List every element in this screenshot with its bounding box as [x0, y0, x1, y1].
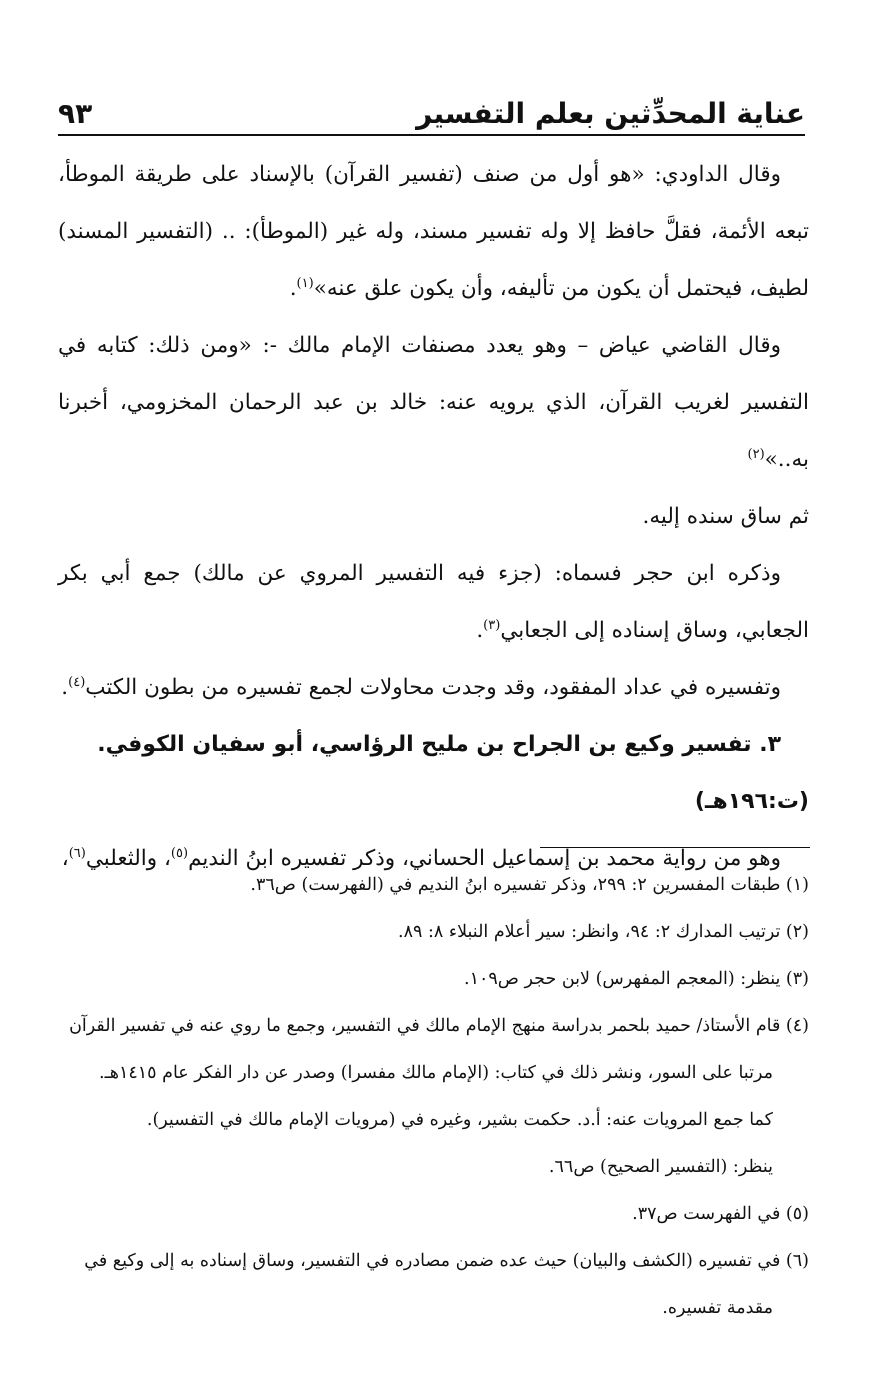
paragraph-lost-tafsir: وتفسيره في عداد المفقود، وقد وجدت محاولات لجمع تفسيره من بطون الكتب$^{(٤)}$. [61, 674, 781, 700]
section-heading-waki: ٣. تفسير وكيع بن الجراح بن مليح الرؤاسي، أبو سفيان الكوفي. (ت:١٩٦هـ) [58, 716, 809, 830]
footnote-5: (٥) في الفهرست ص٣٧. [632, 1204, 809, 1224]
paragraph-qadi-iyad: وقال القاضي عياض – وهو يعدد مصنفات الإمام مالك -: «ومن ذلك: كتابه في التفسير لغريب القرآن، الذي يرويه عنه: خالد بن عبد الرحمان المخزومي، أخبرنا به..»$^{(٢)}$ ثم ساق سنده إليه. [58, 333, 809, 529]
paragraph-ibn-hajar: وذكره ابن حجر فسماه: (جزء فيه التفسير المروي عن مالك) جمع أبي بكر الجعابي، وساق إسناده إلى الجعابي$^{(٣)}$. [58, 561, 809, 643]
footnote-3: (٣) ينظر: (المعجم المفهرس) لابن حجر ص١٠٩. [464, 969, 809, 989]
running-header [58, 90, 805, 136]
footnote-6: (٦) في تفسيره (الكشف والبيان) حيث عده ضمن مصادره في التفسير، وساق إسناده به إلى وكيع في مقدمة تفسيره. [84, 1251, 809, 1318]
footnote-marker-4: (٤) [68, 674, 86, 690]
footnote-marker-5: (٥) [170, 845, 189, 861]
footnote-marker-6: (٦) [68, 845, 86, 861]
footnotes [58, 862, 809, 1332]
main-text [58, 146, 809, 887]
footnote-4: (٤) قام الأستاذ/ حميد بلحمر بدراسة منهج الإمام مالك في التفسير، وجمع ما روي عنه في تفسير القرآن مرتبا على السور، ونشر ذلك في كتاب: (الإمام مالك مفسرا) وصدر عن دار الفكر عام ١٤١٥هـ. كما جمع المرويات عنه: أ.د. حكمت بشير، وغيره في (مرويات الإمام مالك في التفسير). ينظر: (التفسير الصحيح) ص٦٦. [69, 1016, 809, 1177]
footnote-separator [540, 847, 810, 848]
death-date: (ت:١٩٦هـ) [694, 789, 809, 814]
footnote-marker-2: (٢) [747, 446, 765, 462]
footnote-2: (٢) ترتيب المدارك ٢: ٩٤، وانظر: سير أعلام النبلاء ٨: ٨٩. [398, 922, 809, 942]
footnote-marker-3: (٣) [483, 617, 501, 633]
footnote-marker-1: (١) [296, 275, 314, 291]
page-number: ٩٣ [58, 97, 93, 130]
paragraph-dawudi: وقال الداودي: «هو أول من صنف (تفسير القرآن) بالإسناد على طريقة الموطأ، تبعه الأئمة، فقلَّ حافظ إلا وله تفسير مسند، وله غير (الموطأ): .. (التفسير المسند) لطيف، فيحتمل أن يكون من تأليفه، وأن يكون علق عنه»$^{(١)}$. [58, 162, 809, 301]
running-title: عناية المحدِّثين بعلم التفسير [416, 97, 805, 130]
paragraph-waki-narration: وهو من رواية محمد بن إسماعيل الحساني، وذكر تفسيره ابنُ النديم$^{(٥)}$، والثعلبي$^{(٦)}$، [61, 845, 781, 871]
footnote-1: (١) طبقات المفسرين ٢: ٢٩٩، وذكر تفسيره ابنُ النديم في (الفهرست) ص٣٦. [250, 875, 809, 895]
